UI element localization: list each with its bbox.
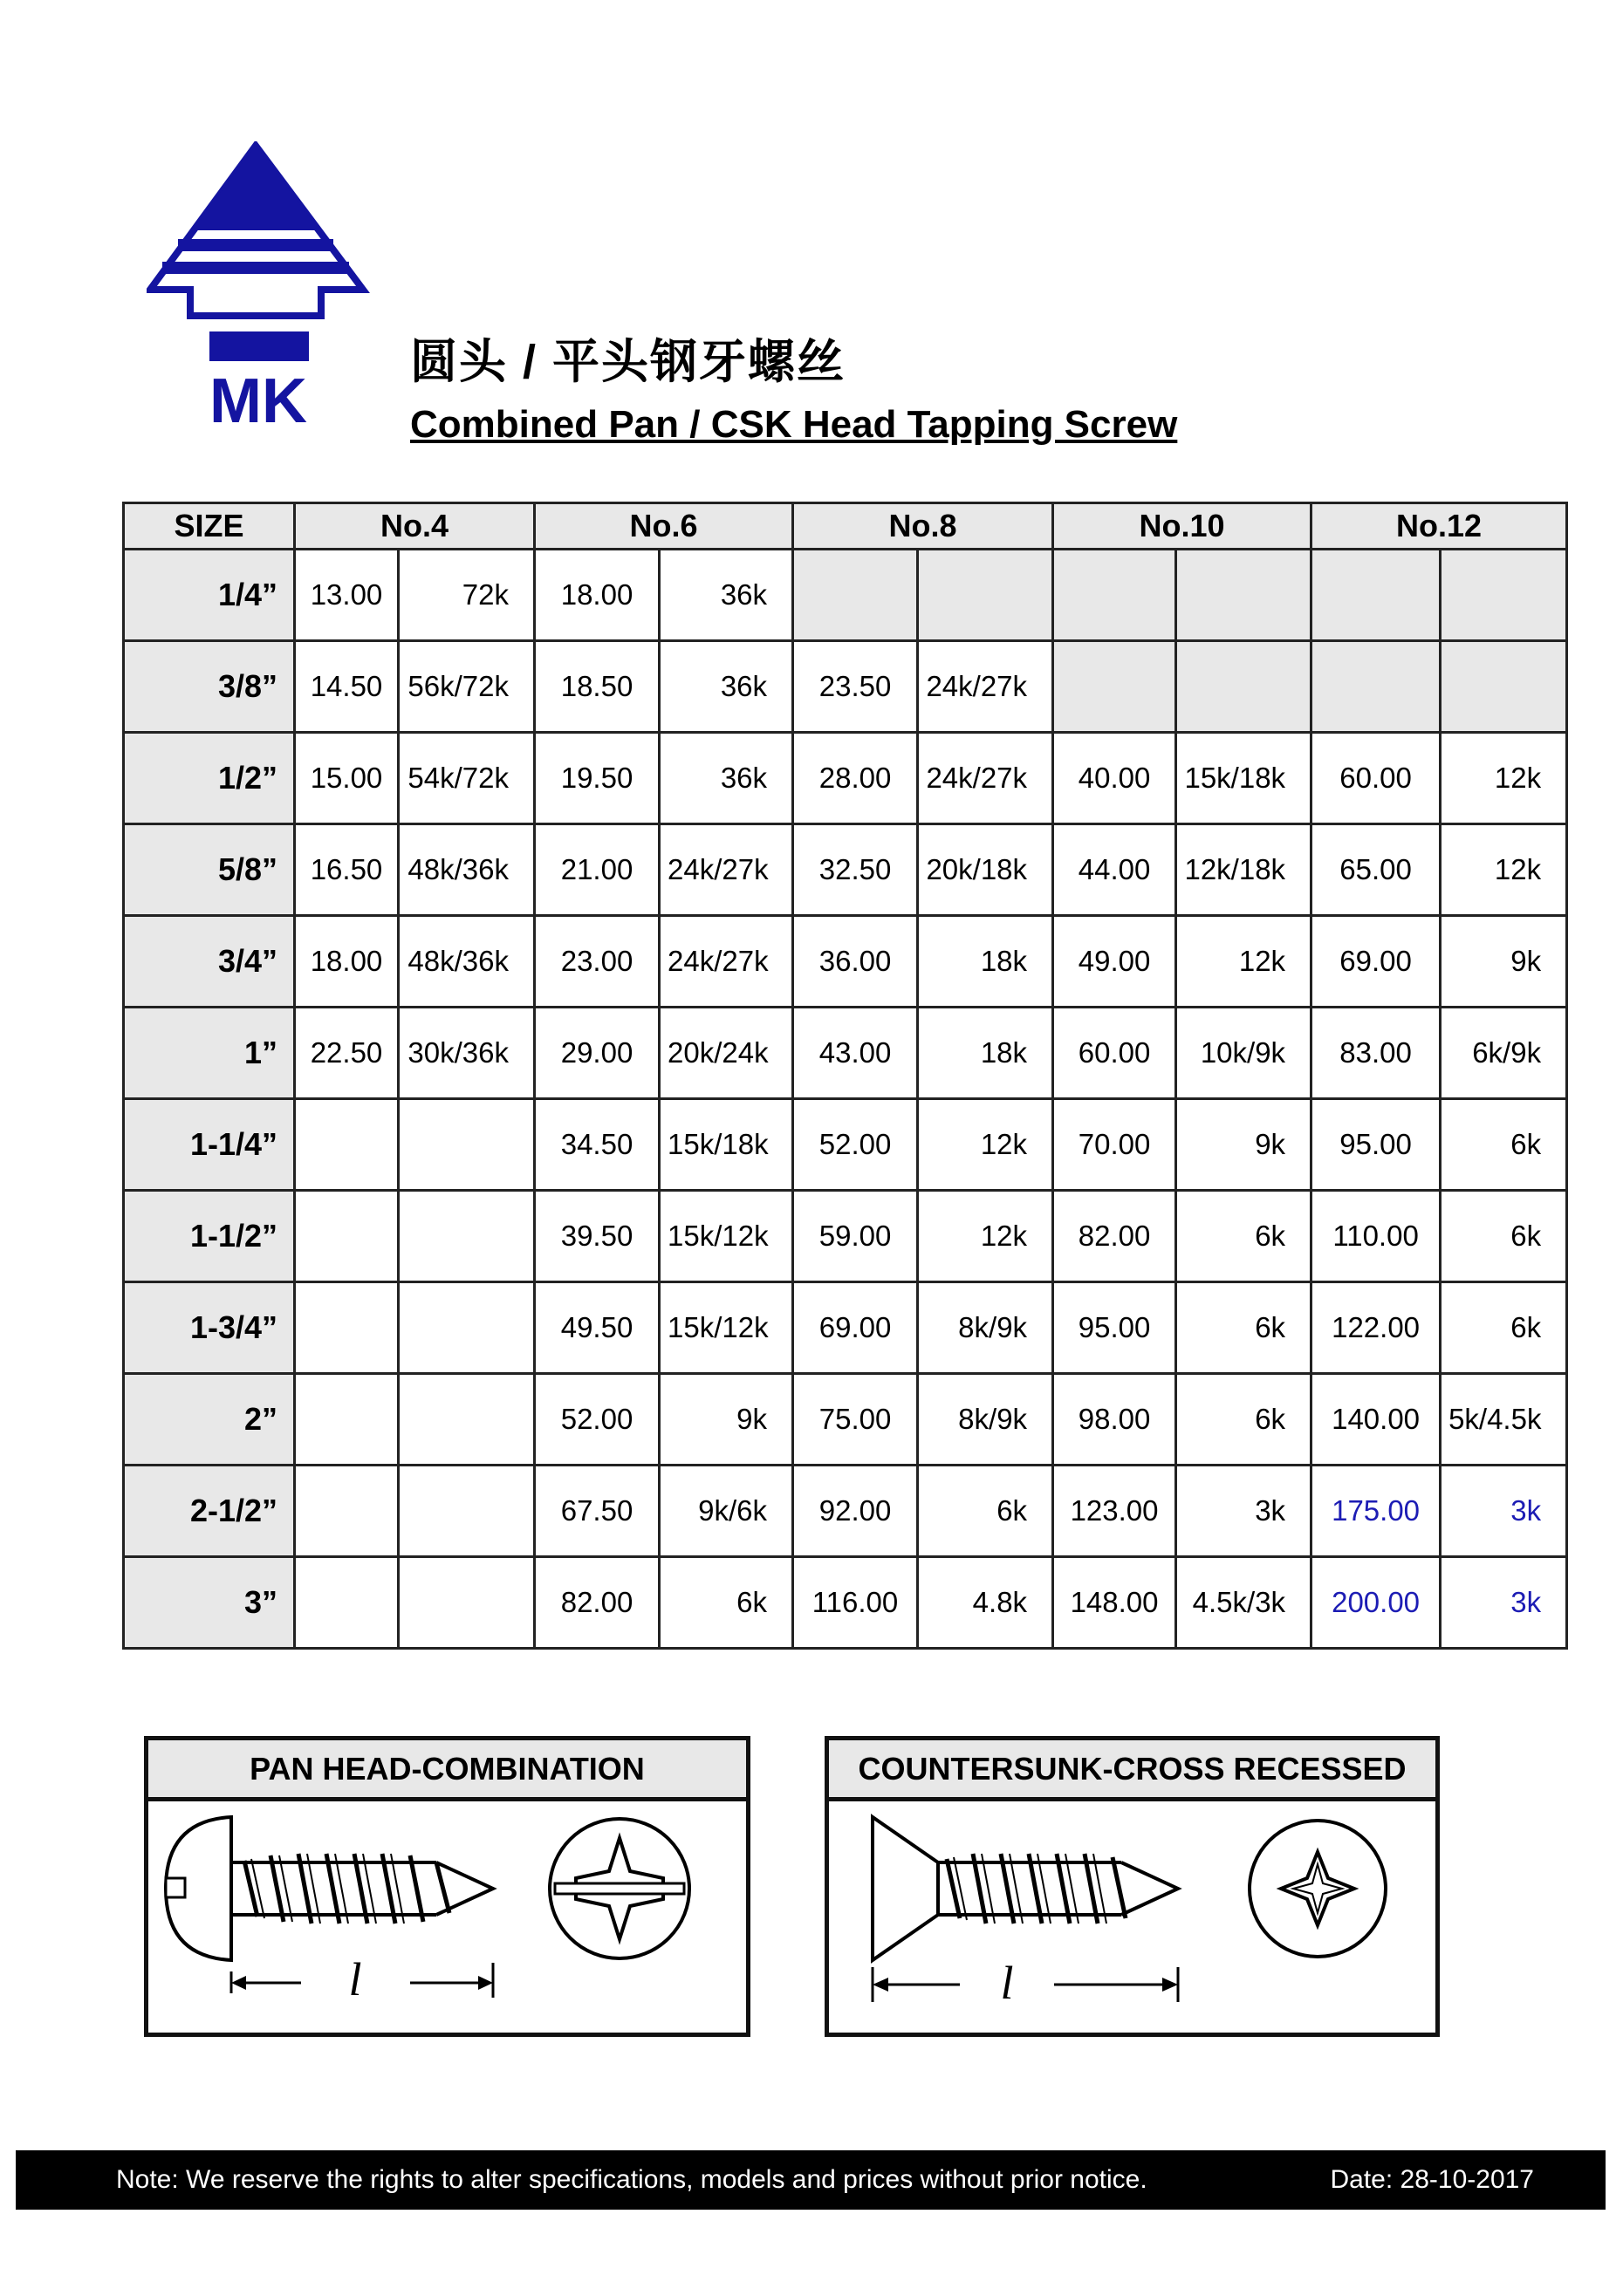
quantity-cell: [399, 1557, 535, 1649]
quantity-cell: [399, 1466, 535, 1557]
size-cell: 3/8”: [124, 641, 295, 733]
quantity-cell: 9k/6k: [660, 1466, 793, 1557]
countersunk-label: COUNTERSUNK-CROSS RECESSED: [829, 1740, 1435, 1801]
price-cell: 28.00: [793, 733, 918, 824]
quantity-cell: 24k/27k: [918, 733, 1053, 824]
quantity-cell: 5k/4.5k: [1441, 1374, 1567, 1466]
pan-head-length-label: l: [348, 1953, 362, 2006]
price-cell: 43.00: [793, 1008, 918, 1099]
quantity-cell: 36k: [660, 733, 793, 824]
header-no10: No.10: [1053, 503, 1311, 550]
table-row: [124, 733, 1567, 824]
quantity-cell: 9k: [660, 1374, 793, 1466]
price-cell: [295, 1282, 399, 1374]
price-cell: 82.00: [1053, 1191, 1176, 1282]
countersunk-screw-icon: [829, 1801, 1435, 2028]
pan-head-diagram-box: [144, 1736, 750, 2037]
quantity-cell: 54k/72k: [399, 733, 535, 824]
quantity-cell: 20k/24k: [660, 1008, 793, 1099]
quantity-cell: 15k/12k: [660, 1191, 793, 1282]
price-cell: 49.50: [535, 1282, 660, 1374]
price-table: [122, 502, 1568, 1650]
table-row: [124, 1191, 1567, 1282]
table-row: [124, 824, 1567, 916]
quantity-cell: [399, 1282, 535, 1374]
quantity-cell: 3k: [1441, 1466, 1567, 1557]
quantity-cell: [399, 1099, 535, 1191]
quantity-cell: 12k/18k: [1176, 824, 1311, 916]
size-cell: 2-1/2”: [124, 1466, 295, 1557]
footer-bar: [16, 2150, 1606, 2210]
price-cell: 52.00: [535, 1374, 660, 1466]
price-cell: [295, 1466, 399, 1557]
price-cell: 36.00: [793, 916, 918, 1008]
quantity-cell: [1441, 641, 1567, 733]
price-cell: 22.50: [295, 1008, 399, 1099]
quantity-cell: 12k: [918, 1191, 1053, 1282]
quantity-cell: 48k/36k: [399, 824, 535, 916]
size-cell: 1/4”: [124, 550, 295, 641]
table-header-row: [124, 503, 1567, 550]
price-cell: 65.00: [1311, 824, 1441, 916]
quantity-cell: 48k/36k: [399, 916, 535, 1008]
price-cell: 21.00: [535, 824, 660, 916]
price-cell: 110.00: [1311, 1191, 1441, 1282]
table-row: [124, 1099, 1567, 1191]
quantity-cell: 6k: [1176, 1374, 1311, 1466]
table-row: [124, 1466, 1567, 1557]
price-cell: 18.00: [295, 916, 399, 1008]
price-cell: 82.00: [535, 1557, 660, 1649]
countersunk-diagram-box: [825, 1736, 1440, 2037]
price-cell: [295, 1099, 399, 1191]
price-cell: 70.00: [1053, 1099, 1176, 1191]
quantity-cell: 6k: [1441, 1282, 1567, 1374]
footer-note: Note: We reserve the rights to alter specifications, models and prices without prior notice.: [116, 2165, 1147, 2194]
quantity-cell: 24k/27k: [918, 641, 1053, 733]
price-cell: 18.00: [535, 550, 660, 641]
price-cell: 44.00: [1053, 824, 1176, 916]
price-cell: 40.00: [1053, 733, 1176, 824]
quantity-cell: 6k: [660, 1557, 793, 1649]
price-cell: 95.00: [1311, 1099, 1441, 1191]
table-row: [124, 1557, 1567, 1649]
quantity-cell: 30k/36k: [399, 1008, 535, 1099]
price-cell: 13.00: [295, 550, 399, 641]
quantity-cell: 12k: [1441, 733, 1567, 824]
price-cell: 18.50: [535, 641, 660, 733]
price-cell: 175.00: [1311, 1466, 1441, 1557]
quantity-cell: [1176, 641, 1311, 733]
size-cell: 1/2”: [124, 733, 295, 824]
size-cell: 1”: [124, 1008, 295, 1099]
quantity-cell: [918, 550, 1053, 641]
quantity-cell: 9k: [1441, 916, 1567, 1008]
quantity-cell: 20k/18k: [918, 824, 1053, 916]
quantity-cell: 6k/9k: [1441, 1008, 1567, 1099]
quantity-cell: [1176, 550, 1311, 641]
price-cell: [1053, 641, 1176, 733]
header-no8: No.8: [793, 503, 1053, 550]
header-no6: No.6: [535, 503, 793, 550]
price-cell: 34.50: [535, 1099, 660, 1191]
price-cell: [1311, 641, 1441, 733]
size-cell: 1-1/2”: [124, 1191, 295, 1282]
price-cell: 67.50: [535, 1466, 660, 1557]
price-cell: 14.50: [295, 641, 399, 733]
price-cell: 32.50: [793, 824, 918, 916]
header-no12: No.12: [1311, 503, 1567, 550]
price-cell: 16.50: [295, 824, 399, 916]
quantity-cell: 72k: [399, 550, 535, 641]
quantity-cell: 12k: [1176, 916, 1311, 1008]
quantity-cell: 56k/72k: [399, 641, 535, 733]
quantity-cell: 10k/9k: [1176, 1008, 1311, 1099]
price-cell: 140.00: [1311, 1374, 1441, 1466]
price-cell: 52.00: [793, 1099, 918, 1191]
table-row: [124, 1008, 1567, 1099]
quantity-cell: 8k/9k: [918, 1282, 1053, 1374]
quantity-cell: 6k: [1176, 1191, 1311, 1282]
price-cell: 148.00: [1053, 1557, 1176, 1649]
price-cell: 116.00: [793, 1557, 918, 1649]
price-cell: 95.00: [1053, 1282, 1176, 1374]
quantity-cell: 6k: [1176, 1282, 1311, 1374]
mk-logo-icon: [147, 141, 373, 429]
quantity-cell: 4.5k/3k: [1176, 1557, 1311, 1649]
quantity-cell: 6k: [1441, 1191, 1567, 1282]
price-cell: 98.00: [1053, 1374, 1176, 1466]
price-cell: 15.00: [295, 733, 399, 824]
logo-text: MK: [209, 366, 307, 429]
price-cell: 69.00: [793, 1282, 918, 1374]
pan-head-label: PAN HEAD-COMBINATION: [148, 1740, 746, 1801]
quantity-cell: 6k: [1441, 1099, 1567, 1191]
size-cell: 1-3/4”: [124, 1282, 295, 1374]
quantity-cell: 6k: [918, 1466, 1053, 1557]
quantity-cell: 24k/27k: [660, 824, 793, 916]
table-row: [124, 1374, 1567, 1466]
price-cell: 59.00: [793, 1191, 918, 1282]
price-cell: 83.00: [1311, 1008, 1441, 1099]
quantity-cell: [1441, 550, 1567, 641]
page-title-english: Combined Pan / CSK Head Tapping Screw: [410, 403, 1178, 446]
price-cell: [793, 550, 918, 641]
quantity-cell: 36k: [660, 641, 793, 733]
quantity-cell: 18k: [918, 916, 1053, 1008]
footer-date: Date: 28-10-2017: [1330, 2165, 1534, 2194]
price-cell: 23.00: [535, 916, 660, 1008]
price-cell: [295, 1191, 399, 1282]
quantity-cell: [399, 1374, 535, 1466]
price-cell: [1053, 550, 1176, 641]
header-size: SIZE: [124, 503, 295, 550]
quantity-cell: 3k: [1441, 1557, 1567, 1649]
quantity-cell: 12k: [1441, 824, 1567, 916]
quantity-cell: 8k/9k: [918, 1374, 1053, 1466]
price-cell: [295, 1374, 399, 1466]
table-row: [124, 1282, 1567, 1374]
price-cell: 23.50: [793, 641, 918, 733]
size-cell: 2”: [124, 1374, 295, 1466]
header-no4: No.4: [295, 503, 535, 550]
price-cell: 39.50: [535, 1191, 660, 1282]
size-cell: 3/4”: [124, 916, 295, 1008]
quantity-cell: 15k/18k: [1176, 733, 1311, 824]
quantity-cell: 3k: [1176, 1466, 1311, 1557]
table-row: [124, 550, 1567, 641]
quantity-cell: 36k: [660, 550, 793, 641]
price-cell: 122.00: [1311, 1282, 1441, 1374]
table-row: [124, 916, 1567, 1008]
countersunk-length-label: l: [1000, 1957, 1014, 2009]
price-cell: 200.00: [1311, 1557, 1441, 1649]
price-cell: 29.00: [535, 1008, 660, 1099]
price-cell: 123.00: [1053, 1466, 1176, 1557]
quantity-cell: 15k/18k: [660, 1099, 793, 1191]
size-cell: 1-1/4”: [124, 1099, 295, 1191]
company-logo: [147, 141, 373, 429]
quantity-cell: 15k/12k: [660, 1282, 793, 1374]
price-cell: [1311, 550, 1441, 641]
quantity-cell: 9k: [1176, 1099, 1311, 1191]
price-cell: 49.00: [1053, 916, 1176, 1008]
price-cell: 60.00: [1053, 1008, 1176, 1099]
size-cell: 3”: [124, 1557, 295, 1649]
price-cell: 75.00: [793, 1374, 918, 1466]
quantity-cell: 24k/27k: [660, 916, 793, 1008]
quantity-cell: 18k: [918, 1008, 1053, 1099]
page-title-chinese: 圆头 / 平头钢牙螺丝: [410, 336, 846, 388]
price-cell: 19.50: [535, 733, 660, 824]
quantity-cell: 4.8k: [918, 1557, 1053, 1649]
pan-head-screw-icon: [148, 1801, 746, 2028]
quantity-cell: 12k: [918, 1099, 1053, 1191]
price-cell: [295, 1557, 399, 1649]
price-cell: 60.00: [1311, 733, 1441, 824]
quantity-cell: [399, 1191, 535, 1282]
size-cell: 5/8”: [124, 824, 295, 916]
table-row: [124, 641, 1567, 733]
price-cell: 69.00: [1311, 916, 1441, 1008]
price-cell: 92.00: [793, 1466, 918, 1557]
